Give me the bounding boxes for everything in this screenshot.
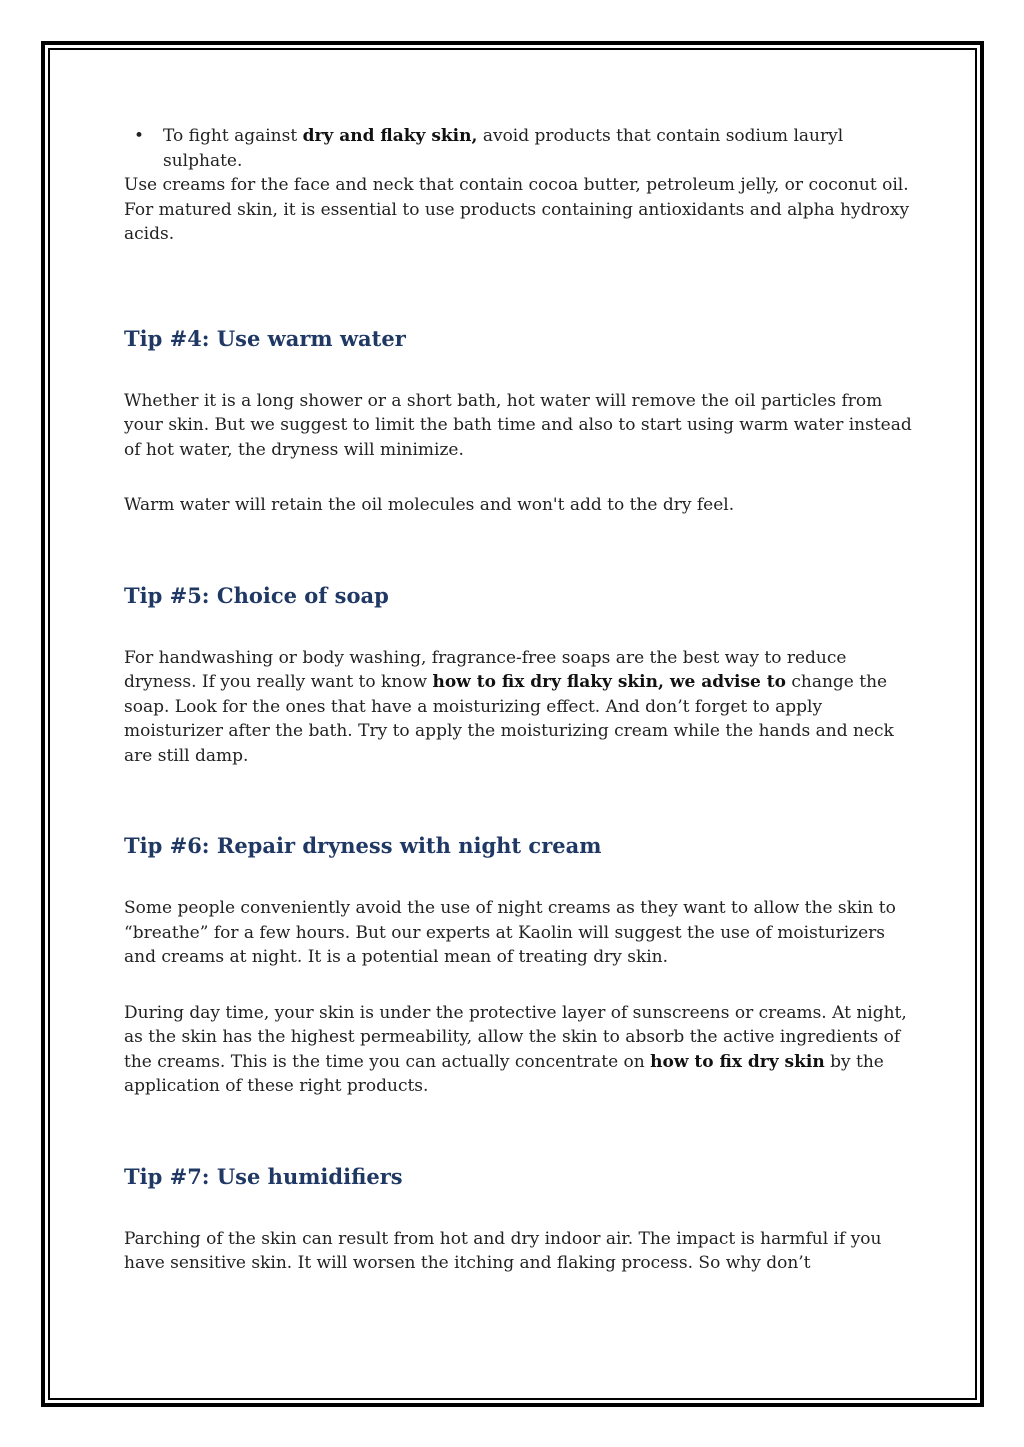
- document-content: [124, 124, 914, 1276]
- tip5-text-post: change the soap. Look for the ones that have a moisturizing effect. And don’t forget to apply moisturizer after the bath. Try to apply the moisturizing cream while the hands and neck are still damp.: [124, 672, 894, 766]
- tip6-paragraph-1: Some people conveniently avoid the use of night creams as they want to allow the skin to “breathe” for a few hours. But our experts at Kaolin will suggest the use of moisturizers and creams at night. It is a potential mean of treating dry skin.: [124, 898, 896, 967]
- bullet-text-post: avoid products that contain sodium lauryl sulphate.: [163, 126, 844, 171]
- tip4-heading: Tip #4: Use warm water: [124, 325, 406, 351]
- intro-paragraph: Use creams for the face and neck that contain cocoa butter, petroleum jelly, or coconut oil. For matured skin, it is essential to use products containing antioxidants and alpha hydroxy acids.: [124, 175, 910, 244]
- tip6-heading: Tip #6: Repair dryness with night cream: [124, 833, 602, 858]
- tip5-heading: Tip #5: Choice of soap: [124, 582, 389, 608]
- tip5-text-pre: For handwashing or body washing, fragrance-free soaps are the best way to reduce dryness. If you really want to know: [124, 647, 847, 692]
- bullet-text-bold: dry and flaky skin,: [302, 126, 478, 146]
- tip7-heading: Tip #7: Use humidifiers: [124, 1163, 403, 1189]
- bullet-icon: •: [134, 126, 145, 146]
- tip6-text-pre: During day time, your skin is under the protective layer of sunscreens or creams. At night, as the skin has the highest permeability, allow the skin to absorb the active ingredients of the creams. This is the time you can actually concentrate on: [124, 1002, 907, 1072]
- list-item: [124, 124, 914, 173]
- tip4-paragraph-1: Whether it is a long shower or a short bath, hot water will remove the oil particles from your skin. But we suggest to limit the bath time and also to start using warm water instead of hot water, the dryness will minimize.: [124, 390, 912, 460]
- tip6-text-post: by the application of these right products.: [124, 1051, 884, 1096]
- tip4-paragraph-2: Warm water will retain the oil molecules and won't add to the dry feel.: [124, 495, 735, 515]
- tip6-paragraph-2: [124, 1001, 914, 1099]
- tip5-paragraph: [124, 646, 914, 769]
- tip6-text-bold: how to fix dry skin: [650, 1051, 825, 1072]
- tip7-paragraph: Parching of the skin can result from hot and dry indoor air. The impact is harmful if you have sensitive skin. It will worsen the itching and flaking process. So why don’t: [124, 1228, 882, 1273]
- bullet-text-pre: To fight against: [163, 126, 303, 146]
- bullet-list: [124, 124, 914, 173]
- tip5-text-bold: how to fix dry flaky skin, we advise to: [432, 672, 786, 692]
